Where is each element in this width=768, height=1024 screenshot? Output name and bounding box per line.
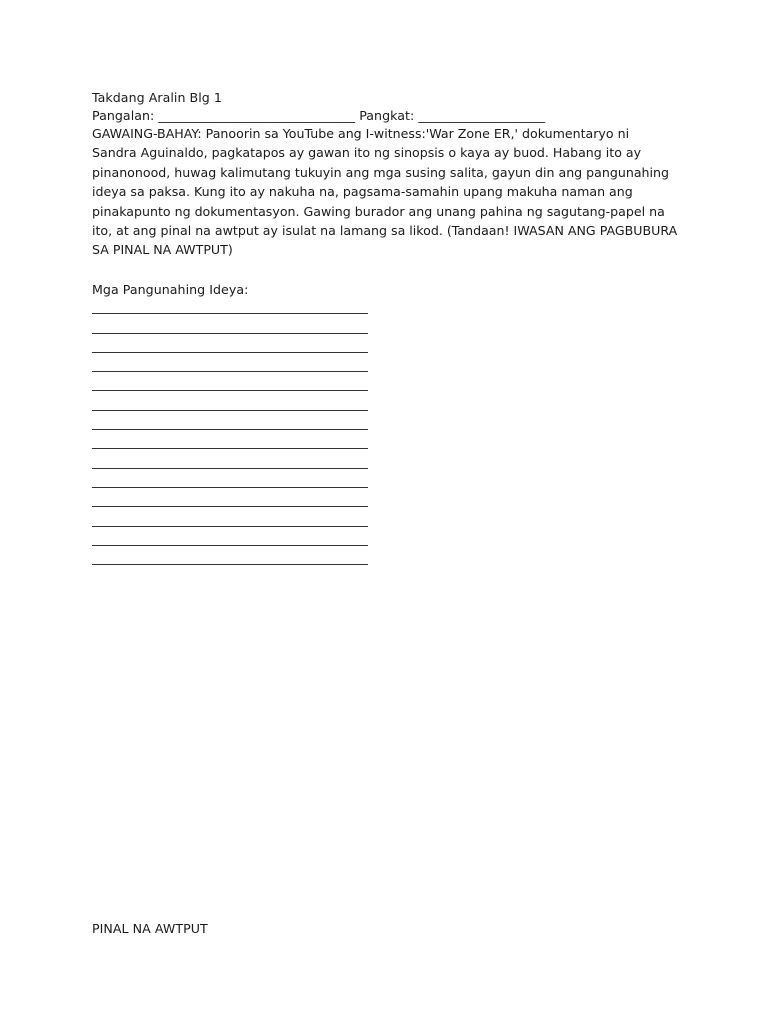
answer-line [92,492,368,511]
instructions-line: pinanonood, huwag kalimutang tukuyin ang mga susing salita, gayun din ang pangunahing [92,164,669,180]
answer-line [92,338,368,357]
answer-line [92,357,368,376]
answer-line [92,473,368,492]
instructions-line: GAWAING-BAHAY: Panoorin sa YouTube ang I-witness:'War Zone ER,' dokumentaryo ni [92,126,630,141]
answer-line [92,299,368,318]
answer-line [92,434,368,453]
answer-line [92,453,368,472]
answer-line [92,415,368,434]
main-ideas-label: Mga Pangunahing Ideya: [92,282,249,297]
answer-line [92,550,368,569]
answer-line [92,511,368,530]
instructions-paragraph [92,124,677,260]
final-output-label: PINAL NA AWTPUT [92,921,208,936]
main-ideas-answer-lines [92,299,368,569]
instructions-line: ideya sa paksa. Kung ito ay nakuha na, pagsama-samahin upang makuha naman ang [92,184,633,200]
answer-line [92,318,368,337]
instructions-line: SA PINAL NA AWTPUT) [92,242,233,258]
instructions-line: ito, at ang pinal na awtput ay isulat na lamang sa likod. (Tandaan! IWASAN ANG PAGBUBURA [92,223,678,239]
instructions-line: Sandra Aguinaldo, pagkatapos ay gawan ito ng sinopsis o kaya ay buod. Habang ito ay [92,145,642,161]
answer-line [92,376,368,395]
assignment-title: Takdang Aralin Blg 1 [92,90,222,105]
name-group-line: Pangalan: _______________________________ Pangkat: ____________________ [92,108,546,123]
instructions-line: pinakapunto ng dokumentasyon. Gawing burador ang unang pahina ng sagutang-papel na [92,203,665,219]
answer-line [92,395,368,414]
answer-line [92,531,368,550]
